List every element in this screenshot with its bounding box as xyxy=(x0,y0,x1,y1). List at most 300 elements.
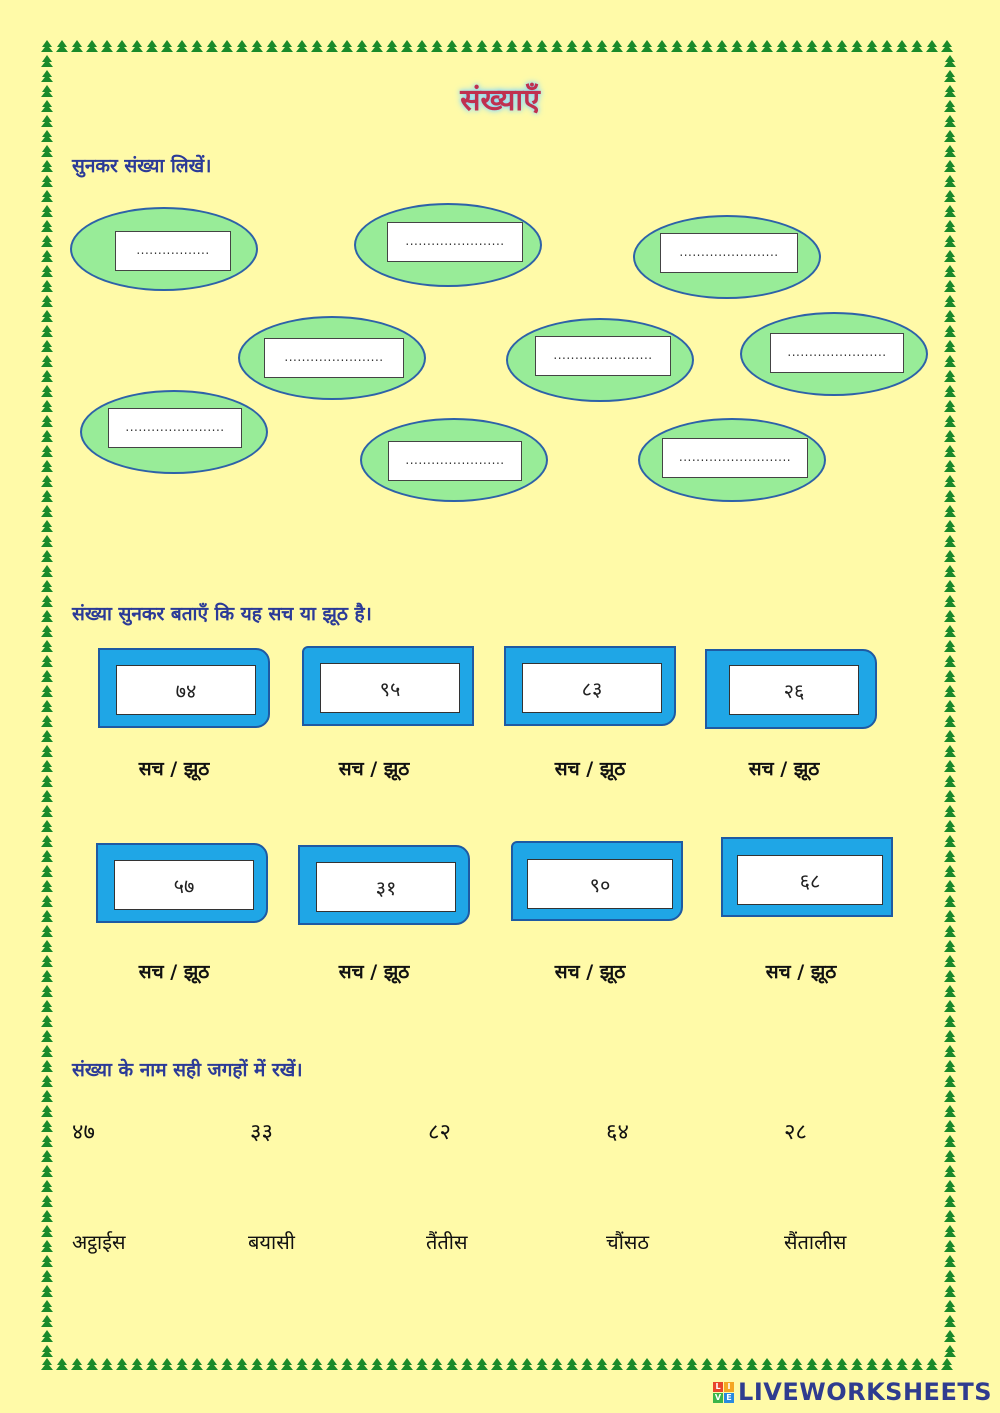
tree-icon xyxy=(944,1150,956,1162)
tree-icon xyxy=(944,205,956,217)
true-false-choice[interactable]: सच / झूठ xyxy=(554,758,626,780)
tree-icon xyxy=(944,1240,956,1252)
tree-icon xyxy=(41,745,53,757)
tree-icon xyxy=(896,1358,908,1370)
tree-icon xyxy=(944,310,956,322)
tree-icon xyxy=(944,1090,956,1102)
tree-icon xyxy=(41,1300,53,1312)
logo-text: LIVEWORKSHEETS xyxy=(738,1378,992,1406)
tree-icon xyxy=(191,40,203,52)
tree-icon xyxy=(944,535,956,547)
tree-icon xyxy=(944,1060,956,1072)
tree-icon xyxy=(944,820,956,832)
tree-icon xyxy=(944,1270,956,1282)
tree-icon xyxy=(41,1315,53,1327)
tree-icon xyxy=(446,40,458,52)
tree-icon xyxy=(944,865,956,877)
tree-icon xyxy=(944,460,956,472)
tree-icon xyxy=(41,175,53,187)
answer-oval xyxy=(238,316,426,400)
tree-icon xyxy=(944,520,956,532)
number-value: ५७ xyxy=(114,860,254,910)
tree-icon xyxy=(41,1015,53,1027)
tree-icon xyxy=(41,880,53,892)
tree-icon xyxy=(866,1358,878,1370)
tree-icon xyxy=(521,1358,533,1370)
answer-field[interactable]: ................. xyxy=(115,231,231,271)
tree-icon xyxy=(41,280,53,292)
tree-icon xyxy=(41,1165,53,1177)
answer-oval xyxy=(638,418,826,502)
answer-field[interactable]: ....................... xyxy=(660,233,798,273)
tree-icon xyxy=(944,1300,956,1312)
tree-icon xyxy=(371,1358,383,1370)
number-label: ३३ xyxy=(250,1120,273,1145)
tree-icon xyxy=(944,235,956,247)
tree-icon xyxy=(236,40,248,52)
number-value: ६८ xyxy=(737,855,883,905)
tree-icon xyxy=(641,1358,653,1370)
tree-icon xyxy=(944,730,956,742)
tree-icon xyxy=(41,1135,53,1147)
tree-icon xyxy=(944,1285,956,1297)
tree-icon xyxy=(41,700,53,712)
number-value: ७४ xyxy=(116,665,256,715)
tree-icon xyxy=(41,790,53,802)
tree-icon xyxy=(944,370,956,382)
tree-icon xyxy=(944,400,956,412)
tree-icon xyxy=(656,40,668,52)
tree-icon xyxy=(41,130,53,142)
tree-icon xyxy=(41,1060,53,1072)
tree-icon xyxy=(944,1195,956,1207)
tree-icon xyxy=(944,640,956,652)
tree-icon xyxy=(731,1358,743,1370)
tree-icon xyxy=(206,40,218,52)
number-name-word[interactable]: अट्ठाईस xyxy=(72,1230,126,1254)
tree-icon xyxy=(686,40,698,52)
tree-icon xyxy=(944,595,956,607)
tree-icon xyxy=(41,1285,53,1297)
tree-icon xyxy=(944,700,956,712)
tree-icon xyxy=(746,40,758,52)
true-false-choice[interactable]: सच / झूठ xyxy=(765,961,837,983)
tree-icon xyxy=(944,355,956,367)
tree-icon xyxy=(311,40,323,52)
tree-icon xyxy=(41,805,53,817)
tree-icon xyxy=(41,820,53,832)
tree-icon xyxy=(221,40,233,52)
tree-icon xyxy=(296,40,308,52)
tree-icon xyxy=(41,460,53,472)
tree-icon xyxy=(41,670,53,682)
tree-icon xyxy=(944,685,956,697)
true-false-choice[interactable]: सच / झूठ xyxy=(338,961,410,983)
tree-icon xyxy=(461,1358,473,1370)
tree-icon xyxy=(944,610,956,622)
tree-icon xyxy=(251,1358,263,1370)
tree-icon xyxy=(41,1358,53,1370)
tree-icon xyxy=(41,865,53,877)
tree-icon xyxy=(761,1358,773,1370)
tree-icon xyxy=(944,775,956,787)
tree-icon xyxy=(116,1358,128,1370)
number-label: २८ xyxy=(784,1120,807,1145)
tree-icon xyxy=(41,1195,53,1207)
tree-icon xyxy=(386,40,398,52)
tree-icon xyxy=(41,1030,53,1042)
tree-icon xyxy=(521,40,533,52)
tree-icon xyxy=(551,1358,563,1370)
tree-icon xyxy=(821,1358,833,1370)
tree-icon xyxy=(944,1225,956,1237)
answer-field[interactable]: ....................... xyxy=(387,222,523,262)
number-value: ८३ xyxy=(522,663,662,713)
tree-icon xyxy=(341,40,353,52)
tree-icon xyxy=(944,1120,956,1132)
tree-icon xyxy=(41,490,53,502)
answer-field[interactable]: ....................... xyxy=(264,338,404,378)
tree-icon xyxy=(41,40,53,52)
tree-icon xyxy=(161,1358,173,1370)
tree-icon xyxy=(656,1358,668,1370)
tree-icon xyxy=(41,295,53,307)
tree-icon xyxy=(944,55,956,67)
tree-icon xyxy=(446,1358,458,1370)
tree-icon xyxy=(41,385,53,397)
tree-icon xyxy=(944,1075,956,1087)
tree-icon xyxy=(611,1358,623,1370)
tree-icon xyxy=(41,715,53,727)
tree-icon xyxy=(41,730,53,742)
tree-icon xyxy=(686,1358,698,1370)
tree-icon xyxy=(281,1358,293,1370)
tree-icon xyxy=(626,1358,638,1370)
tree-icon xyxy=(41,760,53,772)
tree-icon xyxy=(944,1030,956,1042)
tree-icon xyxy=(41,205,53,217)
tree-icon xyxy=(101,40,113,52)
answer-field[interactable]: .......................... xyxy=(662,438,808,478)
tree-icon xyxy=(926,40,938,52)
tree-icon xyxy=(41,1075,53,1087)
tree-icon xyxy=(41,835,53,847)
tree-icon xyxy=(944,1045,956,1057)
tree-icon xyxy=(944,580,956,592)
tree-icon xyxy=(86,40,98,52)
tree-icon xyxy=(944,1345,956,1357)
tree-icon xyxy=(944,1105,956,1117)
tree-icon xyxy=(41,970,53,982)
tree-icon xyxy=(551,40,563,52)
tree-icon xyxy=(806,1358,818,1370)
true-false-choice[interactable]: सच / झूठ xyxy=(748,758,820,780)
tree-icon xyxy=(566,40,578,52)
tree-icon xyxy=(86,1358,98,1370)
tree-icon xyxy=(101,1358,113,1370)
tree-icon xyxy=(944,955,956,967)
tree-icon xyxy=(881,1358,893,1370)
tree-icon xyxy=(746,1358,758,1370)
tree-icon xyxy=(41,1210,53,1222)
answer-oval xyxy=(740,312,928,396)
tree-icon xyxy=(896,40,908,52)
tree-icon xyxy=(131,1358,143,1370)
tree-icon xyxy=(506,1358,518,1370)
tree-icon xyxy=(944,625,956,637)
tree-icon xyxy=(944,130,956,142)
tree-icon xyxy=(41,265,53,277)
tree-icon xyxy=(191,1358,203,1370)
answer-field[interactable]: ....................... xyxy=(388,441,522,481)
tree-icon xyxy=(41,1150,53,1162)
tree-icon xyxy=(41,625,53,637)
tree-icon xyxy=(596,40,608,52)
tree-icon xyxy=(911,40,923,52)
number-value: २६ xyxy=(729,665,859,715)
tree-icon xyxy=(71,1358,83,1370)
number-name-word[interactable]: बयासी xyxy=(248,1230,295,1254)
number-card xyxy=(302,646,474,726)
tree-icon xyxy=(41,400,53,412)
tree-icon xyxy=(41,655,53,667)
tree-icon xyxy=(944,1210,956,1222)
tree-icon xyxy=(671,1358,683,1370)
number-name-word[interactable]: सैंतालीस xyxy=(784,1230,847,1254)
logo-tiles-icon: L I V E xyxy=(713,1382,734,1403)
tree-icon xyxy=(866,40,878,52)
tree-icon xyxy=(944,715,956,727)
tree-icon xyxy=(626,40,638,52)
tree-icon xyxy=(41,250,53,262)
tree-icon xyxy=(41,190,53,202)
tree-icon xyxy=(416,1358,428,1370)
tree-icon xyxy=(71,40,83,52)
tree-icon xyxy=(41,955,53,967)
tree-icon xyxy=(944,880,956,892)
tree-icon xyxy=(41,1120,53,1132)
answer-field[interactable]: ....................... xyxy=(108,408,242,448)
number-card xyxy=(298,845,470,925)
answer-field[interactable]: ....................... xyxy=(535,336,671,376)
tree-icon xyxy=(41,610,53,622)
tree-icon xyxy=(41,325,53,337)
tree-icon xyxy=(806,40,818,52)
tree-icon xyxy=(944,790,956,802)
tree-icon xyxy=(944,385,956,397)
liveworksheets-logo xyxy=(713,1377,992,1407)
tree-icon xyxy=(491,40,503,52)
tree-icon xyxy=(206,1358,218,1370)
answer-oval xyxy=(633,215,821,299)
tree-icon xyxy=(41,535,53,547)
section1-heading: सुनकर संख्या लिखें। xyxy=(72,155,212,177)
number-card xyxy=(511,841,683,921)
tree-icon xyxy=(41,1345,53,1357)
tree-icon xyxy=(386,1358,398,1370)
tree-icon xyxy=(596,1358,608,1370)
tree-icon xyxy=(944,190,956,202)
tree-icon xyxy=(944,280,956,292)
tree-icon xyxy=(251,40,263,52)
tree-icon xyxy=(731,40,743,52)
true-false-choice[interactable]: सच / झूठ xyxy=(138,758,210,780)
tree-icon xyxy=(944,1015,956,1027)
tree-icon xyxy=(401,1358,413,1370)
tree-icon xyxy=(41,340,53,352)
number-name-word[interactable]: तैंतीस xyxy=(426,1230,468,1254)
tree-icon xyxy=(41,1225,53,1237)
tree-icon xyxy=(944,835,956,847)
tree-icon xyxy=(161,40,173,52)
tree-icon xyxy=(41,1045,53,1057)
tree-icon xyxy=(944,175,956,187)
tree-icon xyxy=(716,40,728,52)
tree-icon xyxy=(944,220,956,232)
tree-icon xyxy=(944,1315,956,1327)
tree-icon xyxy=(944,160,956,172)
tree-icon xyxy=(41,640,53,652)
tree-icon xyxy=(41,775,53,787)
tree-icon xyxy=(41,850,53,862)
tree-icon xyxy=(56,1358,68,1370)
tree-icon xyxy=(926,1358,938,1370)
answer-oval xyxy=(506,318,694,402)
tree-icon xyxy=(944,895,956,907)
tree-icon xyxy=(791,40,803,52)
tree-icon xyxy=(944,490,956,502)
tree-icon xyxy=(944,1000,956,1012)
number-label: ६४ xyxy=(606,1120,629,1145)
tree-icon xyxy=(311,1358,323,1370)
tree-icon xyxy=(944,1180,956,1192)
tree-icon xyxy=(836,1358,848,1370)
tree-icon xyxy=(431,40,443,52)
tree-icon xyxy=(41,925,53,937)
tree-icon xyxy=(296,1358,308,1370)
tree-icon xyxy=(356,40,368,52)
tree-icon xyxy=(944,325,956,337)
tree-icon xyxy=(944,565,956,577)
tree-icon xyxy=(944,1255,956,1267)
tree-icon xyxy=(41,415,53,427)
tree-icon xyxy=(41,595,53,607)
tree-icon xyxy=(944,760,956,772)
tree-icon xyxy=(281,40,293,52)
tree-icon xyxy=(176,40,188,52)
section3-heading: संख्या के नाम सही जगहों में रखें। xyxy=(72,1059,303,1081)
tree-icon xyxy=(236,1358,248,1370)
tree-icon xyxy=(41,55,53,67)
tree-icon xyxy=(701,40,713,52)
number-card xyxy=(98,648,270,728)
answer-field[interactable]: ....................... xyxy=(770,333,904,373)
tree-icon xyxy=(944,250,956,262)
tree-icon xyxy=(506,40,518,52)
tree-icon xyxy=(944,430,956,442)
tree-icon xyxy=(944,925,956,937)
tree-icon xyxy=(944,970,956,982)
tree-icon xyxy=(671,40,683,52)
tree-icon xyxy=(41,1330,53,1342)
tree-icon xyxy=(266,1358,278,1370)
tree-icon xyxy=(944,1330,956,1342)
tree-icon xyxy=(41,1000,53,1012)
tree-icon xyxy=(371,40,383,52)
tree-icon xyxy=(41,940,53,952)
tree-icon xyxy=(944,1135,956,1147)
tree-icon xyxy=(221,1358,233,1370)
tree-icon xyxy=(131,40,143,52)
tree-icon xyxy=(116,40,128,52)
tree-icon xyxy=(944,850,956,862)
tree-icon xyxy=(41,1180,53,1192)
tree-icon xyxy=(266,40,278,52)
tree-icon xyxy=(176,1358,188,1370)
tree-icon xyxy=(581,40,593,52)
tree-icon xyxy=(944,985,956,997)
tree-icon xyxy=(41,430,53,442)
tree-icon xyxy=(641,40,653,52)
number-card xyxy=(705,649,877,729)
answer-oval xyxy=(354,203,542,287)
tree-icon xyxy=(41,160,53,172)
tree-icon xyxy=(611,40,623,52)
tree-icon xyxy=(41,370,53,382)
tree-icon xyxy=(41,1105,53,1117)
tree-icon xyxy=(761,40,773,52)
true-false-choice[interactable]: सच / झूठ xyxy=(138,961,210,983)
tree-icon xyxy=(146,1358,158,1370)
tree-icon xyxy=(41,685,53,697)
tree-icon xyxy=(941,1358,953,1370)
tree-icon xyxy=(581,1358,593,1370)
tree-icon xyxy=(941,40,953,52)
true-false-choice[interactable]: सच / झूठ xyxy=(554,961,626,983)
tree-icon xyxy=(41,550,53,562)
tree-icon xyxy=(41,235,53,247)
tree-icon xyxy=(41,895,53,907)
number-value: ९५ xyxy=(320,663,460,713)
tree-icon xyxy=(41,505,53,517)
tree-icon xyxy=(944,940,956,952)
tree-icon xyxy=(461,40,473,52)
tree-icon xyxy=(41,1255,53,1267)
tree-icon xyxy=(41,310,53,322)
tree-icon xyxy=(41,1240,53,1252)
tree-icon xyxy=(41,1270,53,1282)
tree-icon xyxy=(881,40,893,52)
tree-icon xyxy=(416,40,428,52)
number-name-word[interactable]: चौंसठ xyxy=(606,1230,650,1254)
number-value: ३१ xyxy=(316,862,456,912)
tree-icon xyxy=(944,910,956,922)
tree-icon xyxy=(944,265,956,277)
tree-icon xyxy=(944,505,956,517)
tree-icon xyxy=(944,805,956,817)
tree-icon xyxy=(944,445,956,457)
tree-icon xyxy=(41,220,53,232)
tree-icon xyxy=(776,1358,788,1370)
tree-icon xyxy=(341,1358,353,1370)
true-false-choice[interactable]: सच / झूठ xyxy=(338,758,410,780)
tree-icon xyxy=(41,445,53,457)
tree-icon xyxy=(401,40,413,52)
tree-icon xyxy=(431,1358,443,1370)
tree-icon xyxy=(851,40,863,52)
tree-icon xyxy=(791,1358,803,1370)
tree-icon xyxy=(836,40,848,52)
